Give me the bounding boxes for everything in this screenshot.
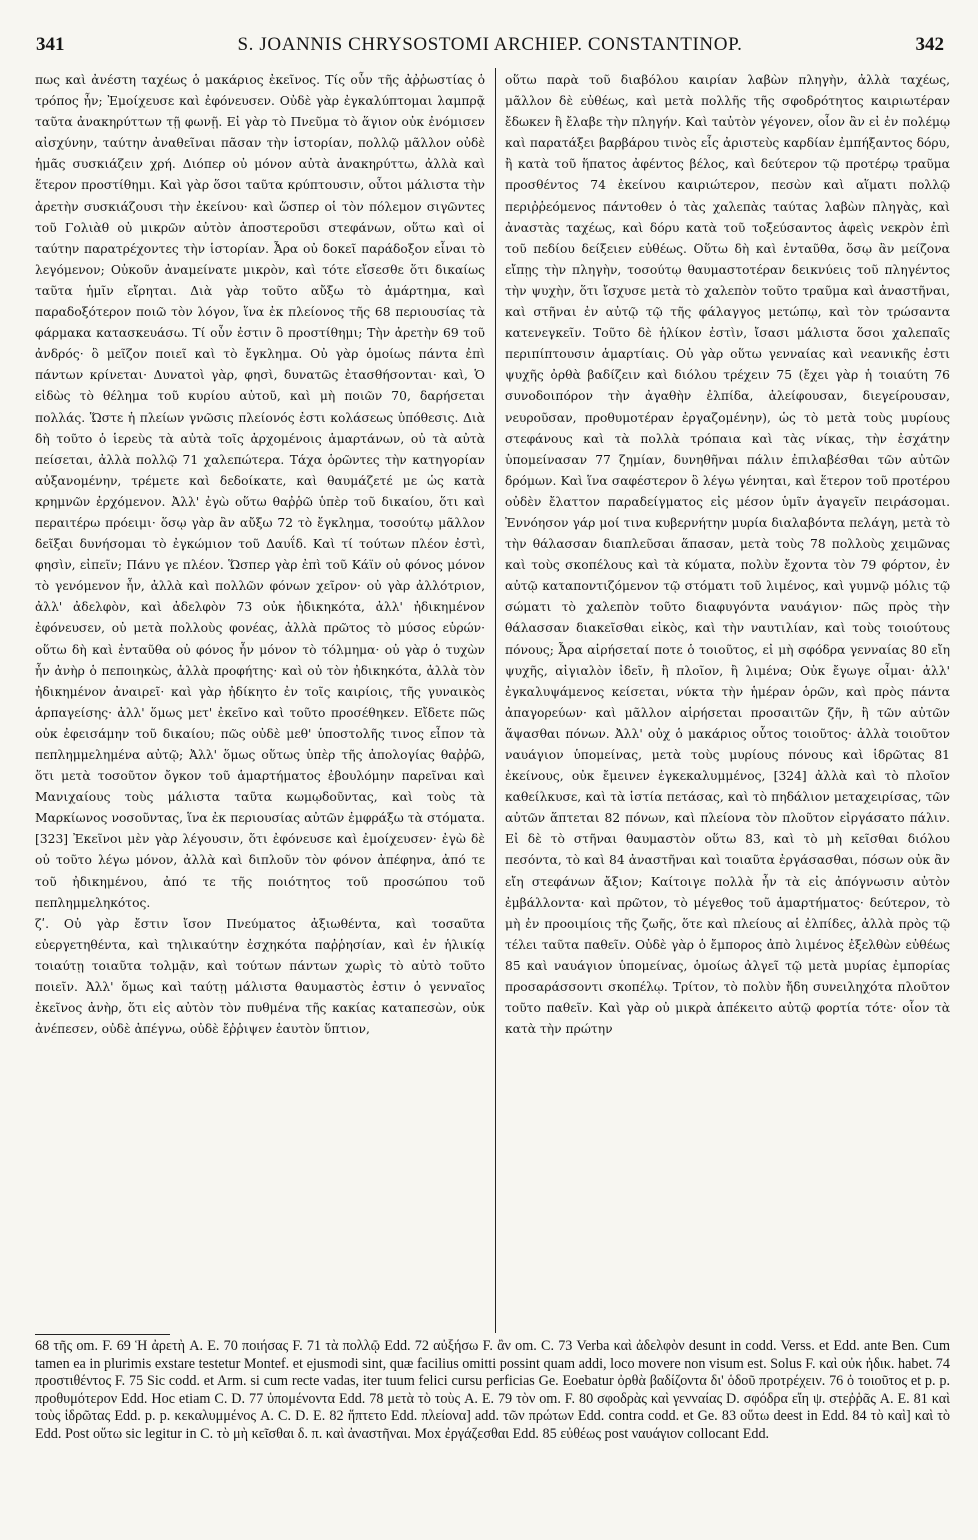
left-column-text: πως καὶ ἀνέστη ταχέως ὁ μακάριος ἐκεῖνος. Τίς οὖν τῆς ἀῤῥωστίας ὁ τρόπος ἦν; Ἐμοίχευσε καὶ ἐφόνευσεν. Οὐδὲ γὰρ ἐγκαλύπτομαι λαμπρᾷ ταῦτα ἀνακηρύττων τῇ φωνῇ. Εἰ γὰρ τὸ Πνεῦμα τὸ ἅγιον οὐκ ἐνόμισεν αἰσχύνην, ταύτην ἀναθεῖναι πᾶσαν τὴν ἱστορίαν, πολλῷ μᾶλλον οὐδὲ ἡμᾶς συσκιάζειν χρή. Διόπερ οὐ μόνον αὐτὰ ἀνακηρύττω, ἀλλὰ καὶ ἕτερον προστίθημι. Καὶ γὰρ ὅσοι ταῦτα κρύπτουσιν, οὗτοι μάλιστα τὴν ἀρετὴν συσκιάζουσι τὴν ἐκείνου· καὶ ὥσπερ οἱ τὸν πόλεμον σιγῶντες τοῦ Γολιὰθ οὐ μικρῶν αὐτὸν ἀποστεροῦσι στεφάνων, οὕτω καὶ οἱ ταύτην παρατρέχοντες τὴν ἱστορίαν. Ἆρα οὐ δοκεῖ παράδοξον εἶναι τὸ λεγόμενον; Οὐκοῦν ἀναμείνατε μικρὸν, καὶ τότε εἴσεσθε ὅτι δικαίως ταῦτα ἡμῖν εἴρηται. Διὰ γὰρ τοῦτο αὔξω τὸ ἁμάρτημα, καὶ παραδοξότερον ποιῶ τὸν λόγον, ἵνα ἐκ πλείονος τῆς 68 περιουσίας τὰ φάρμακα κατασκευάσω. Τί οὖν ἐστιν ὃ προστίθημι; Τὴν ἀρετὴν 69 τοῦ ἀνδρός· ὃ μεῖζον ποιεῖ καὶ τὸ ἔγκλημα. Οὐ γὰρ ὁμοίως πάντα ἐπὶ πάντων κρίνεται· Δυνατοὶ γὰρ, φησὶ, δυνατῶς ἐτασθήσονται· καὶ, Ὁ εἰδὼς τὸ θέλημα τοῦ κυρίου αὐτοῦ, καὶ μὴ ποιῶν 70, δαρήσεται πολλάς. Ὥστε ἡ πλείων γνῶσις πλείονός ἐστι κολάσεως ὑπόθεσις. Διὰ δὴ τοῦτο ὁ ἱερεὺς τὰ αὐτὰ τοῖς ἀρχομένοις ἁμαρτάνων, οὐ τὰ αὐτὰ πείσεται, ἀλλὰ πολλῷ 71 χαλεπώτερα. Τάχα ὁρῶντες τὴν κατηγορίαν αὐξανομένην, τρέμετε καὶ δεδοίκατε, καὶ θαυμάζετέ με ὡς κατὰ κρημνῶν ἐρχόμενον. Ἀλλ' ἐγὼ οὕτω θαῤῥῶ ὑπὲρ τοῦ δικαίου, ὅτι καὶ περαιτέρω πρόειμι· ὅσῳ γὰρ ἂν αὔξω 72 τὸ ἔγκλημα, τοσούτῳ μᾶλλον δεῖξαι δυνήσομαι τὸ ἐγκώμιον τοῦ Δαυΐδ. Καὶ τί τούτων πλέον ἐστὶ, φησὶν, εἰπεῖν; Πάνυ γε πλέον. Ὥσπερ γὰρ ἐπὶ τοῦ Κάϊν οὐ φόνος μόνον τὸ γενόμενον ἦν, ἀλλὰ καὶ πολλῶν φόνων χεῖρον· οὐ γὰρ ἀλλότριον, ἀλλ' ἀδελφὸν, καὶ ἀδελφὸν 73 οὐκ ἠδικηκότα, ἀλλ' ἠδικημένον ἐφόνευσεν, οὐ μετὰ πολλοὺς φονέας, ἀλλὰ πρῶτος τὸ μύσος εὑρών· οὕτω δὴ καὶ ἐνταῦθα οὐ φόνος ἦν μόνον τὸ τόλμημα· οὐ γὰρ ὁ τυχὼν ἦν ἀνὴρ ὁ πεποιηκὼς, ἀλλὰ προφήτης· καὶ οὐ τὸν ἠδικηκότα, ἀλλὰ τὸν ἠδικημένον ἀναιρεῖ· καὶ γὰρ ἠδίκητο ἐν τοῖς καιρίοις, τῆς γυναικὸς ἁρπαγείσης· ἀλλ' ὅμως μετ' ἐκεῖνο καὶ τοῦτο προσέθηκεν. Εἴδετε πῶς οὐκ ἐφεισάμην τοῦ δικαίου; πῶς οὐδὲ μεθ' ὑποστολῆς τινος εἶπον τὰ πεπλημμελημένα αὐτῷ; Ἀλλ' ὅμως οὕτως ὑπὲρ τῆς ἀπολογίας θαῤῥῶ, ὅτι μετὰ τοσοῦτον ὄγκον τοῦ ἁμαρτήματος ἐβουλόμην παρεῖναι καὶ Μανιχαίους τοὺς μάλιστα ταῦτα κωμῳδοῦντας, καὶ τοὺς τὰ Μαρκίωνος νοσοῦντας, ἵνα ἐκ περιουσίας αὐτῶν ἐμφράξω τὰ στόματα. [323] Ἐκεῖνοι μὲν γὰρ λέγουσιν, ὅτι ἐφόνευσε καὶ ἐμοίχευσεν· ἐγὼ δὲ οὐ τοῦτο λέγω μόνον, ἀλλὰ καὶ διπλοῦν τὸν φόνον ἀπέφηνα, ἀπό τε τοῦ ἠδικημένου, ἀπό τε τῆς ποιότητος τοῦ προσώπου τοῦ πεπλημμεληκότος. xyxy=(35,73,485,910)
page-number-right: 342 xyxy=(915,34,944,55)
footnotes xyxy=(35,1338,950,1444)
right-column-text: οὕτω παρὰ τοῦ διαβόλου καιρίαν λαβὼν πληγὴν, ἀλλὰ ταχέως, μᾶλλον δὲ εὐθέως, καὶ μετὰ πολλῆς τῆς σφοδρότητος καιριωτέραν ἔδωκεν ἢ ἔλαβε τὴν πληγήν. Καὶ ταὐτὸν γέγονεν, οἷον ἂν εἰ ἐν πολέμῳ καὶ παρατάξει βαρβάρου τινὸς εἷς ἀριστεὺς καρδίαν ἐμπήξαντος δόρυ, ἢ κατὰ τοῦ ἥπατος ἀφέντος βέλος, καὶ δεύτερον τῷ προτέρῳ τραῦμα προσθέντος 74 ἐκείνου καιριώτερον, πεσὼν καὶ αἵματι πολλῷ περιῤῥεόμενος πάντοθεν ὁ τὰς χαλεπὰς ταύτας λαβὼν πληγὰς, καὶ ἀναστὰς ταχέως, καὶ δόρυ κατὰ τοῦ τοξεύσαντος ἀφεὶς νεκρὸν ἐπὶ τοῦ πεδίου δείξειεν εὐθέως. Οὕτω δὴ καὶ ἐνταῦθα, ὅσῳ ἂν μείζονα εἴπῃς τὴν πληγὴν, τοσούτῳ θαυμαστοτέραν δεικνύεις τοῦ πληγέντος τὴν ψυχὴν, ὅτι ἴσχυσε μετὰ τὸ χαλεπὸν τοῦτο τραῦμα καὶ ἀναστῆναι, καὶ στῆναι ἐν αὐτῷ τῷ τῆς φάλαγγος μετώπῳ, καὶ τὸν τρώσαντα κατενεγκεῖν. Τοῦτο δὲ ἡλίκον ἐστὶν, ἴσασι μάλιστα ὅσοι χαλεπαῖς περιπίπτουσιν ἁμαρτίαις. Οὐ γὰρ οὕτω γενναίας καὶ νεανικῆς ἐστι ψυχῆς ὀρθὰ βαδίζειν καὶ διόλου τρέχειν 75 (ἔχει γὰρ ἡ τοιαύτη 76 συνοδοιπόρον τὴν ἀγαθὴν ἐλπίδα, ἀλείφουσαν, διεγείρουσαν, νευροῦσαν, προθυμοτέραν ἐργαζομένην), ὡς τὸ μετὰ τοὺς μυρίους στεφάνους καὶ τὰ πολλὰ τρόπαια καὶ τὰς νίκας, τὴν ἐσχάτην ὑπομείνασαν 77 ζημίαν, δυνηθῆναι πάλιν ἐπιλαβέσθαι τῶν αὐτῶν δρόμων. Καὶ ἵνα σαφέστερον ὃ λέγω γένηται, καὶ ἕτερον τοῦ προτέρου οὐδὲν ἔλαττον παραδείγματος εἰς μέσον ὑμῖν ἀγαγεῖν πειράσομαι. Ἐννόησον γάρ μοί τινα κυβερνήτην μυρία διαλαβόντα πελάγη, μετὰ τὸ τὴν θάλασσαν διαπλεῦσαι ἅπασαν, μετὰ τοὺς 78 πολλοὺς χειμῶνας καὶ τοὺς σκοπέλους καὶ τὰ κύματα, πολὺν ἔχοντα τὸν 79 φόρτον, ἐν αὐτῷ καταποντιζόμενον τῷ στόματι τοῦ λιμένος, καὶ γυμνῷ μόλις τῷ σώματι τὸ χαλεπὸν τοῦτο διαφυγόντα ναυάγιον· πῶς πρὸς τὴν θάλασσαν διακεῖσθαι εἰκὸς, καὶ τὴν ναυτιλίαν, καὶ τοὺς τοιούτους πόνους; Ἆρα αἱρήσεταί ποτε ὁ τοιοῦτος, εἰ μὴ σφόδρα γενναίας 80 εἴη ψυχῆς, αἰγιαλὸν ἰδεῖν, ἢ πλοῖον, ἢ λιμένα; Οὐκ ἔγωγε οἶμαι· ἀλλ' ἐγκαλυψάμενος κείσεται, νύκτα τὴν ἡμέραν ὁρῶν, καὶ πρὸς πάντα ἀπαγορεύων· καὶ μᾶλλον αἱρήσεται προσαιτῶν ζῆν, ἢ τῶν αὐτῶν ἅψασθαι πόνων. Ἀλλ' οὐχ ὁ μακάριος οὗτος τοιοῦτος· ἀλλὰ τοιοῦτον ναυάγιον ὑπομείνας, μετὰ τοὺς μυρίους πόνους καὶ ἱδρῶτας 81 ἐκείνους, οὐκ ἔμεινεν ἐγκεκαλυμμένος, [324] ἀλλὰ καὶ τὸ πλοῖον καθείλκυσε, καὶ τὰ ἱστία πετάσας, καὶ τὸ πηδάλιον μεταχειρίσας, τῶν αὐτῶν ἅπτεται 82 πόνων, καὶ πλείονα τὸν πλοῦτον εἰργάσατο πάλιν. Εἰ δὲ τὸ στῆναι θαυμαστὸν οὕτω 83, καὶ τὸ μὴ κεῖσθαι διόλου πεσόντα, τὸ καὶ 84 ἀναστῆναι καὶ τοιαῦτα ἐργάσασθαι, πόσων οὐκ ἂν εἴη στεφάνων ἄξιον; Καίτοιγε πολλὰ ἦν τὰ εἰς ἀπόγνωσιν αὐτὸν ἐμβάλλοντα· καὶ πρῶτον, τὸ μέγεθος τοῦ ἁμαρτήματος· δεύτερον, τὸ μὴ ἐν προοιμίοις τῆς ζωῆς, ὅτε καὶ πλείους αἱ ἐλπίδες, ἀλλὰ πρὸς τῷ τέλει ταῦτα παθεῖν. Οὐδὲ γὰρ ὁ ἔμπορος ἀπὸ λιμένος ἐξελθὼν εὐθέως 85 καὶ ναυάγιον ὑπομείνας, ὁμοίως ἀλγεῖ τῷ μετὰ μυρίας ἐμπορίας προσαράσσοντι σκοπέλῳ. Τρίτον, τὸ πολὺν ἤδη συνειληχότα πλοῦτον τοῦτο παθεῖν. Καὶ γὰρ οὐ μικρὰ ἀπέκειτο αὐτῷ φορτία τότε· οἷον τὰ κατὰ τὴν πρώτην xyxy=(505,73,950,1037)
left-column xyxy=(35,70,485,1040)
column-divider xyxy=(495,68,496,1333)
footnote-block: 68 τῆς om. F. 69 Ἡ ἀρετὴ A. E. 70 ποιήσας F. 71 τὰ πολλῷ Edd. 72 αὐξήσω F. ἂν om. C. 73 Verba καὶ ἀδελφὸν desunt in codd. Verss. et Edd. ante Ben. Cum tamen ea in plurimis exstare testetur Montef. et ejusmodi sint, quæ facilius omitti possint quam addi, loco movere non visum est. Solus F. καὶ οὐκ ἠδικ. habet. 74 προστιθέντος F. 75 Sic codd. et Arm. si cum recte vadas, iter tuum felici cursu perficias Ge. Eoebatur ὀρθὰ βαδίζοντα δι' ὁδοῦ προτρέχειν. 76 ὁ τοιοῦτος et p. p. προθυμότερον Edd. Hoc etiam C. D. 77 ὑπομένοντα Edd. 78 μετὰ τὸ τοὺς A. E. 79 τὸν om. F. 80 σφοδρὰς καὶ γενναίας D. σφόδρα εἴη ψ. στεῤῥᾶς A. E. 81 καὶ τοὺς ἱδρῶτας Edd. p. p. κεκαλυμμένος A. C. D. E. 82 ἥπτετο Edd. πλείονα] add. τῶν πρώτων Edd. contra codd. et Ge. 83 οὕτω deest in Edd. 84 τὸ καὶ] καὶ τὸ Edd. Post οὕτω sic legitur in C. τὸ μὴ κεῖσθαι δ. π. καὶ ἀναστῆναι. Mox ἐργάζεσθαι Edd. 85 εὐθέως post ναυάγιον collocant Edd. xyxy=(35,1338,950,1442)
footnote-rule xyxy=(35,1334,170,1335)
section-7-text: ζʹ. Οὐ γὰρ ἔστιν ἴσον Πνεύματος ἀξιωθέντα, καὶ τοσαῦτα εὐεργετηθέντα, καὶ τηλικαύτην ἐσχηκότα παῤῥησίαν, καὶ ἐν ἡλικίᾳ τοιαύτῃ τοιαῦτα τολμᾷν, καὶ τούτων πάντων χωρὶς τὸ αὐτὸ τοῦτο ποιεῖν. Ἀλλ' ὅμως καὶ ταύτῃ μάλιστα θαυμαστὸς ἐστιν ὁ γενναῖος ἐκεῖνος ἀνὴρ, ὅτι εἰς αὐτὸν τὸν πυθμένα τῆς κακίας καταπεσὼν, οὐκ ἀνέπεσεν, οὐδὲ ἀπέγνω, οὐδὲ ἔῤῥιψεν ἑαυτὸν ὕπτιον, xyxy=(35,916,485,1037)
right-column xyxy=(505,70,950,1040)
page-number-left: 341 xyxy=(36,34,65,55)
running-title: S. JOANNIS CHRYSOSTOMI ARCHIEP. CONSTANTINOP. xyxy=(237,34,743,55)
page-header xyxy=(30,34,950,62)
